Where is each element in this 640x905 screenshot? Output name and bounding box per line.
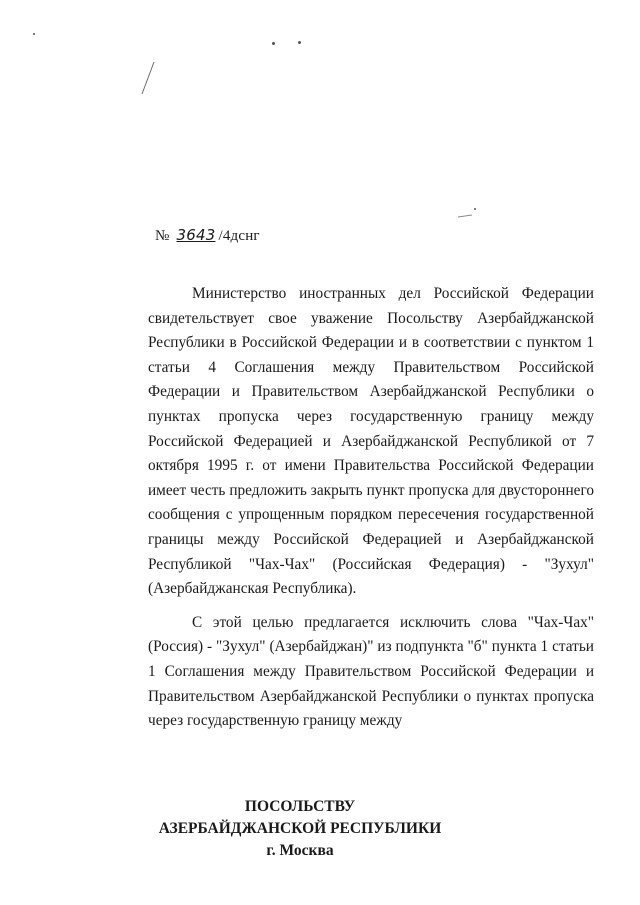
paragraph-proposal: С этой целью предлагается исключить слова "Чах-Чах" (Россия) - "Зухул" (Азербайджан)" из подпункта "б" пункта 1 статьи 1 Соглашения между Правительством Российской Федерации и Правительством Азербайджанской Республики о пунктах пропуска через государственную границу между — [148, 613, 594, 730]
reference-number-line — [155, 226, 260, 245]
addressee-line-embassy: ПОСОЛЬСТВУ — [244, 798, 356, 815]
scan-speck — [272, 42, 275, 45]
paragraph-main: Министерство иностранных дел Российской Федерации свидетельствует свое уважение Посольству Азербайджанской Республики в Российской Федерации и в соответствии с пунктом 1 статьи 4 Соглашения между Правительством Российской Федерации и Правительством Азербайджанской Республики о пунктах пропуска через государственную границу между Российской Федерацией и Азербайджанской Республикой от 7 октября 1995 г. от имени Правительства Российской Федерации имеет честь предложить закрыть пункт пропуска для двустороннего сообщения с упрощенным порядком пересечения государственной границы между Российской Федерацией и Азербайджанской Республикой "Чах-Чах" (Российская Федерация) - "Зухул" (Азербайджанская Республика). — [148, 285, 594, 598]
number-sign: № — [155, 228, 170, 244]
pen-stroke-mark — [138, 60, 158, 96]
scan-speck — [298, 41, 301, 44]
pen-dash-mark — [456, 212, 476, 220]
addressee-line-republic: АЗЕРБАЙДЖАНСКОЙ РЕСПУБЛИКИ — [158, 820, 442, 837]
addressee-line-city: г. Москва — [266, 842, 334, 859]
note-body — [148, 282, 594, 734]
scan-speck — [33, 33, 35, 35]
addressee-block — [140, 796, 460, 862]
reference-suffix: /4дснг — [218, 228, 260, 244]
handwritten-reference-number: 3643 — [176, 226, 216, 244]
scan-speck — [474, 208, 476, 210]
